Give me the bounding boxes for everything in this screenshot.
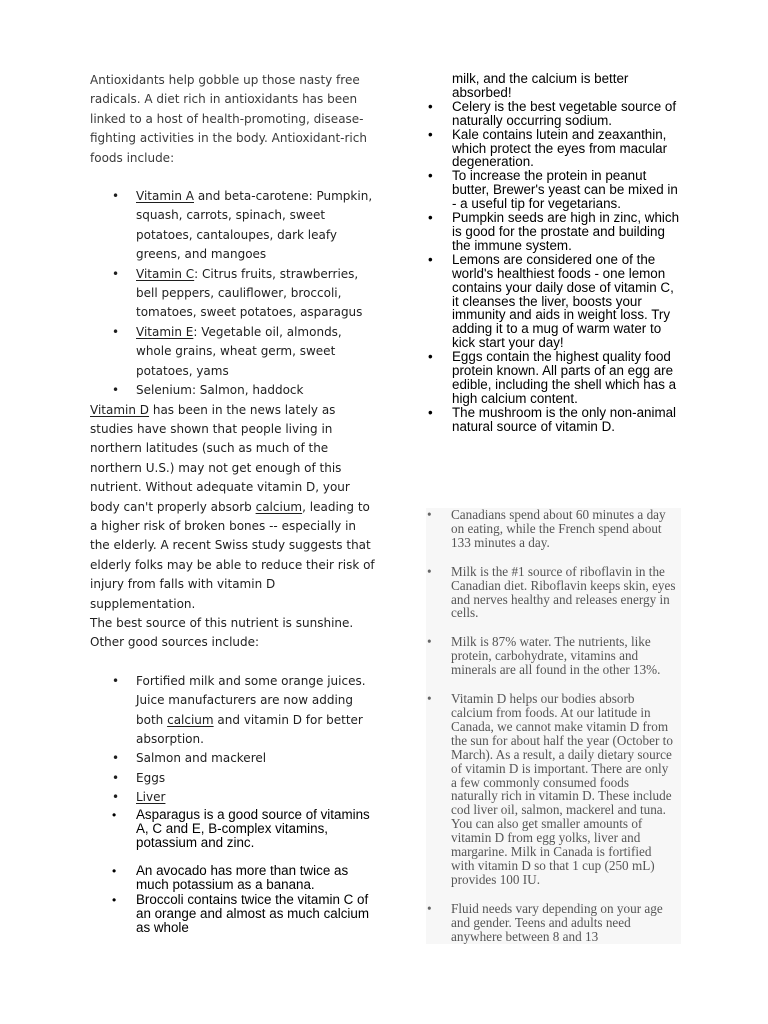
milk-facts-list — [426, 508, 681, 943]
sources-intro: The best source of this nutrient is sunshine. Other good sources include: — [90, 615, 354, 650]
list-item: • To increase the protein in peanut butter, Brewer's yeast can be mixed in - a useful tip for vegetarians. — [428, 169, 680, 211]
list-item: • Asparagus is a good source of vitamins A, C and E, B-complex vitamins, potassium and zinc. — [90, 808, 375, 851]
vitamin-a-link[interactable]: Vitamin A — [136, 189, 194, 204]
list-item: • Canadians spend about 60 minutes a day on eating, while the French spend about 133 minutes a day. — [426, 508, 681, 550]
list-item: • Salmon and mackerel — [90, 749, 375, 768]
paragraph-text: , leading to a higher risk of broken bones -- especially in the elderly. A recent Swiss study suggests that elderly folks may be able to reduce their risk of injury from falls with vitamin D supplementation. — [90, 499, 375, 611]
vitamin-e-link[interactable]: Vitamin E — [136, 324, 194, 339]
list-item: • Eggs — [90, 769, 375, 788]
list-item-text: Fortified milk and some orange juices. Juice manufacturers are now adding both — [136, 673, 366, 727]
list-item — [90, 381, 375, 400]
calcium-link[interactable]: calcium — [167, 712, 214, 727]
list-item-text: : Vegetable oil, almonds, whole grains, wheat germ, sweet potatoes, yams — [136, 324, 342, 378]
list-item: • Milk is the #1 source of riboflavin in the Canadian diet. Riboflavin keeps skin, eyes and nerves healthy and releases energy in cells. — [426, 565, 681, 621]
list-item-text: and vitamin D for better absorption. — [136, 712, 363, 746]
vitamin-d-link[interactable]: Vitamin D — [90, 402, 150, 417]
list-item: • Milk is 87% water. The nutrients, like protein, carbohydrate, vitamins and minerals are all found in the other 13%. — [426, 635, 681, 677]
list-item: • Kale contains lutein and zeaxanthin, which protect the eyes from macular degeneration. — [428, 128, 680, 170]
right-column — [428, 72, 680, 434]
calcium-link[interactable]: calcium — [255, 499, 303, 514]
left-column — [90, 71, 375, 935]
continued-text: milk, and the calcium is better absorbed! — [452, 71, 629, 100]
list-item — [90, 788, 375, 807]
list-item: • Vitamin D helps our bodies absorb calcium from foods. At our latitude in Canada, we cannot make vitamin D from the sun for about half the year (October to March). As a result, a daily dietary source of vitamin D is important. There are only a few commonly consumed foods naturally rich in vitamin D. These include cod liver oil, salmon, mackerel and tuna. You can also get smaller amounts of vitamin D from egg yolks, liver and margarine. Milk in Canada is fortified with vitamin D so that 1 cup (250 mL) provides 100 IU. — [426, 692, 681, 887]
list-item-text: and beta-carotene: Pumpkin, squash, carrots, spinach, sweet potatoes, cantaloupes, dark leafy greens, and mangoes — [136, 189, 373, 262]
liver-link[interactable]: Liver — [136, 790, 166, 805]
vitamin-c-link[interactable]: Vitamin C — [136, 266, 195, 281]
list-item: • Fluid needs vary depending on your age and gender. Teens and adults need anywhere between 8 and 13 — [426, 902, 681, 944]
vitamin-d-sources-list — [90, 672, 375, 808]
vitamin-d-paragraph — [90, 401, 375, 614]
food-facts-list-right — [428, 100, 680, 434]
food-facts-list-left — [90, 808, 375, 936]
list-item: • Pumpkin seeds are high in zinc, which is good for the prostate and building the immune system. — [428, 211, 680, 253]
milk-facts-box — [426, 508, 681, 944]
list-item: • Celery is the best vegetable source of naturally occurring sodium. — [428, 100, 680, 128]
list-item: • An avocado has more than twice as much potassium as a banana. — [90, 864, 375, 892]
antioxidants-intro: Antioxidants help gobble up those nasty free radicals. A diet rich in antioxidants has been linked to a host of health-promoting, disease-fighting activities in the body. Antioxidant-rich foods include: — [90, 73, 367, 165]
list-item — [90, 187, 375, 265]
list-item — [90, 323, 375, 381]
list-item-text: : Citrus fruits, strawberries, bell peppers, cauliflower, broccoli, tomatoes, sweet potatoes, asparagus — [136, 266, 363, 320]
list-item: • Lemons are considered one of the world's healthiest foods - one lemon contains your daily dose of vitamin C, it cleanses the liver, boosts your immunity and aids in weight loss. Try adding it to a mug of warm water to kick start your day! — [428, 253, 680, 350]
list-item: • The mushroom is the only non-animal natural source of vitamin D. — [428, 406, 680, 434]
antioxidant-foods-list — [90, 187, 375, 400]
paragraph-text: has been in the news lately as studies have shown that people living in northern latitudes (such as much of the northern U.S.) may not get enough of this nutrient. Without adequate vitamin D, your body can't properly absorb — [90, 402, 350, 514]
list-item-text: Selenium: Salmon, haddock — [136, 383, 304, 398]
list-item — [90, 672, 375, 750]
list-item — [90, 265, 375, 323]
list-item: • Broccoli contains twice the vitamin C of an orange and almost as much calcium as whole — [90, 893, 375, 936]
list-item: • Eggs contain the highest quality food protein known. All parts of an egg are edible, including the shell which has a high calcium content. — [428, 350, 680, 406]
